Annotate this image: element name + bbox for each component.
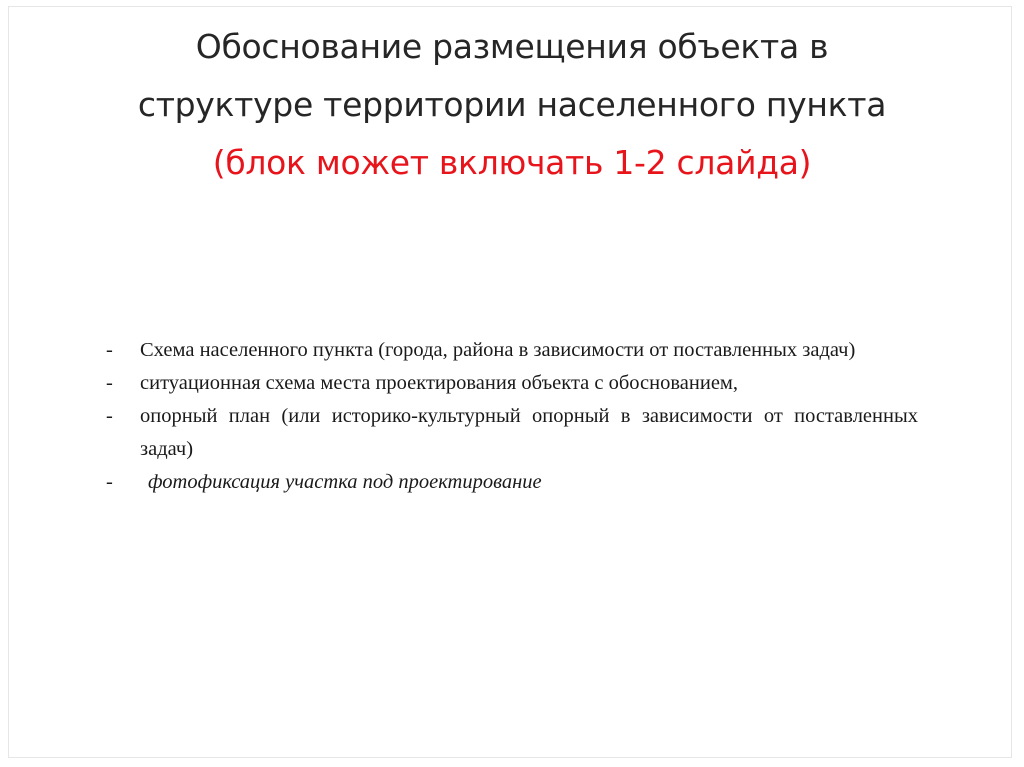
title-line-2: структуре территории населенного пункта [137,85,887,124]
slide-title [60,18,964,192]
bullet-list [106,334,918,499]
bullet-dash: - [106,339,113,361]
list-item [106,367,918,400]
list-item-text: ситуационная схема места проектирования объекта с обоснованием, [140,372,739,394]
slide-subtitle: (блок может включать 1-2 слайда) [212,143,812,182]
list-item-text: опорный план (или историко-культурный опорный в зависимости от поставленных задач) [140,405,918,460]
list-item [106,466,918,499]
bullet-dash: - [106,405,113,427]
list-item [106,334,918,367]
list-item [106,400,918,466]
title-line-1: Обоснование размещения объекта в [195,27,829,66]
bullet-dash: - [106,372,113,394]
list-item-text: фотофиксация участка под проектирование [148,471,542,493]
bullet-dash: - [106,471,113,493]
list-item-text: Схема населенного пункта (города, района в зависимости от поставленных задач) [140,339,856,361]
